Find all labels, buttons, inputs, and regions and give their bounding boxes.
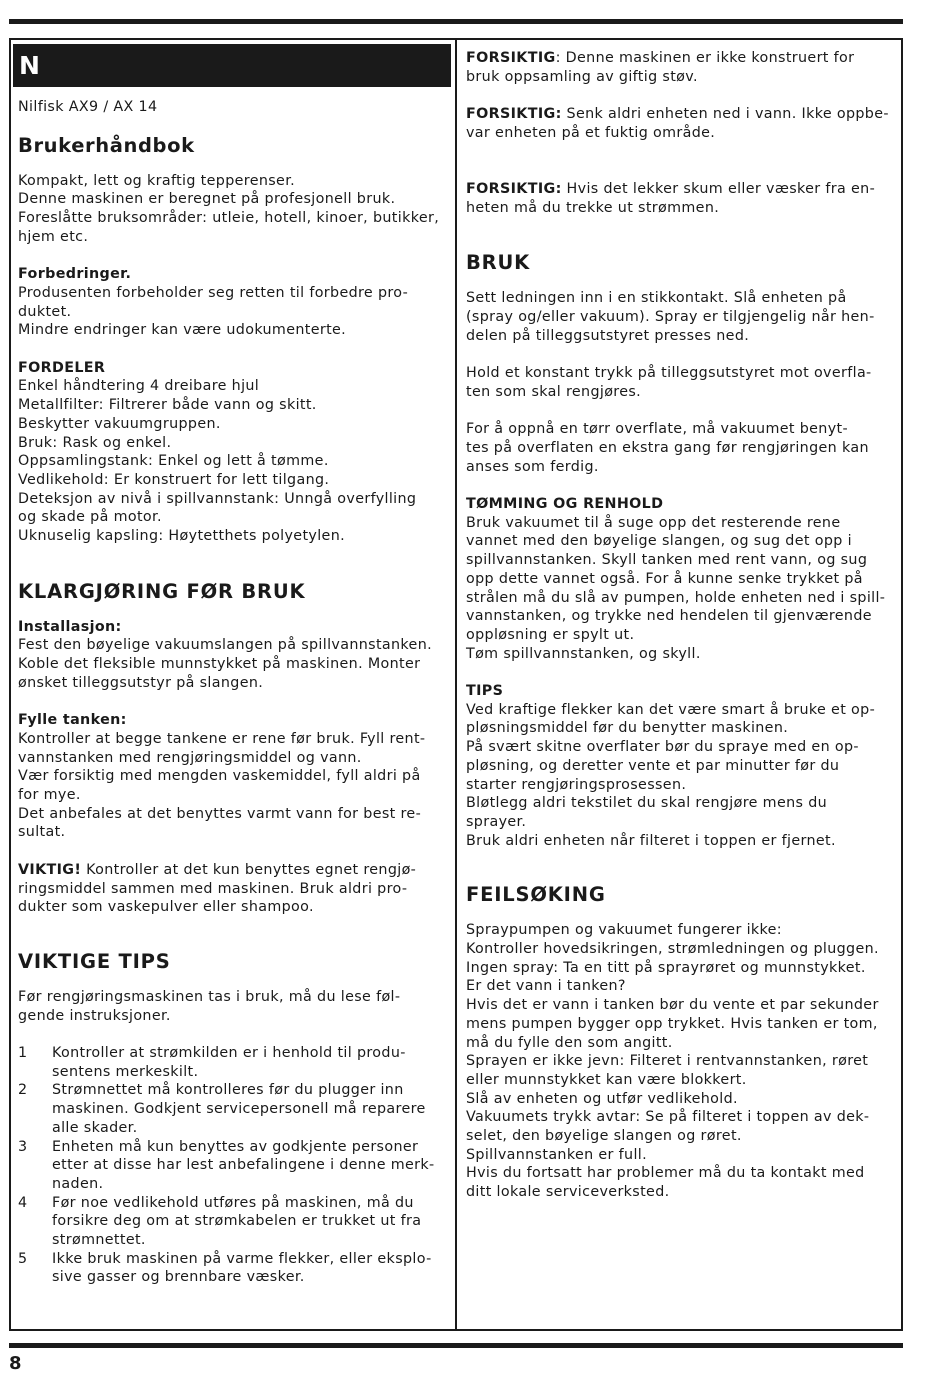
caution-3	[466, 180, 896, 217]
list-number: 2	[18, 1082, 28, 1099]
bottom-rule	[9, 1343, 903, 1348]
list-item	[18, 1044, 450, 1081]
list-number: 4	[18, 1194, 28, 1211]
list-number: 5	[18, 1250, 28, 1267]
use-paragraph-1: Sett ledningen inn i en stikkontakt. Slå enheten på (spray og/eller vakuum). Spray er tilgjengelig når hen- delen på tilleggsutstyret presses ned.	[466, 290, 875, 344]
use-paragraph-2: Hold et konstant trykk på tilleggsutstyret mot overfla- ten som skal rengjøres.	[466, 365, 872, 400]
fill-text: Kontroller at begge tankene er rene før bruk. Fyll rent- vannstanken med rengjøringsmiddel og vann. Vær forsiktig med mengden vaskemiddel, fyll aldri på for mye. Det anbefales at det benyttes varmt vann for best re- sultat.	[18, 730, 426, 841]
use-paragraph-3: For å oppnå en tørr overflate, må vakuumet benyt- tes på overflaten en ekstra gang før rengjøringen kan anses som ferdig.	[466, 421, 869, 475]
install-heading: Installasjon:	[18, 618, 122, 635]
install-text: Fest den bøyelige vakuumslangen på spillvannstanken. Koble det fleksible munnstykket på maskinen. Monter ønsket tilleggsutstyr på slangen.	[18, 637, 432, 691]
caution-2	[466, 105, 896, 142]
list-text: Strømnettet må kontrolleres før du plugger inn maskinen. Godkjent servicepersonell må reparere alle skader.	[52, 1082, 426, 1136]
tips-text: Ved kraftige flekker kan det være smart å bruke et op- pløsningsmiddel før du benytter maskinen. På svært skitne overflater bør du spraye med en op- pløsning, og deretter vente et par minutter før du starter rengjøringsprosessen. Bløtlegg aldri tekstilet du skal rengjøre mens du sprayer. Bruk aldri enheten når filteret i toppen er fjernet.	[466, 701, 876, 849]
important-text: Kontroller at det kun benyttes egnet rengjø- ringsmiddel sammen med maskinen. Bruk aldri pro- dukter som vaskepulver eller shampoo.	[18, 861, 417, 916]
manual-title: Brukerhåndbok	[18, 133, 195, 157]
caution-1	[466, 49, 896, 86]
tips-list	[18, 1044, 450, 1287]
tips-intro: Før rengjøringsmaskinen tas i bruk, må du lese føl- gende instruksjoner.	[18, 988, 401, 1024]
list-text: Enheten må kun benyttes av godkjente personer etter at disse har lest anbefalingene i denne merk- naden.	[52, 1138, 435, 1192]
emptying-heading: TØMMING OG RENHOLD	[466, 495, 664, 512]
caution-label: FORSIKTIG:	[466, 106, 562, 123]
list-text: Ikke bruk maskinen på varme flekker, eller eksplo- sive gasser og brennbare væsker.	[52, 1250, 432, 1286]
caution-label: FORSIKTIG	[466, 50, 556, 66]
left-column	[18, 98, 450, 1287]
important-note	[18, 861, 450, 917]
page-number: 8	[9, 1353, 22, 1374]
intro-text: Kompakt, lett og kraftig tepperenser. Denne maskinen er beregnet på profesjonell bruk. Foreslåtte bruksområder: utleie, hotell, kinoer, butikker, hjem etc.	[18, 172, 440, 245]
list-text: Kontroller at strømkilden er i henhold til produ- sentens merkeskilt.	[52, 1045, 406, 1080]
use-heading: BRUK	[466, 251, 531, 275]
advantages-text: Enkel håndtering 4 dreibare hjul Metallfilter: Filtrerer både vann og skitt. Beskytter vakuumgruppen. Bruk: Rask og enkel. Oppsamlingstank: Enkel og lett å tømme. Vedlikehold: Er konstruert for lett tilgang. Deteksjon av nivå i spillvannstank: Unngå overfylling og skade på motor. Uknuselig kapsling: Høytetthets polyetylen.	[18, 378, 417, 545]
right-column	[466, 49, 896, 1202]
improvements-text: Produsenten forbeholder seg retten til forbedre pro- duktet. Mindre endringer kan være udokumenterte.	[18, 284, 409, 339]
caution-text: Hvis det lekker skum eller væsker fra en- heten må du trekke ut strømmen.	[466, 180, 876, 216]
prep-heading: KLARGJØRING FØR BRUK	[18, 579, 306, 603]
list-item	[18, 1138, 450, 1194]
list-item	[18, 1194, 450, 1250]
model-name: Nilfisk AX9 / AX 14	[18, 99, 158, 115]
important-label: VIKTIG!	[18, 861, 82, 878]
improvements-heading: Forbedringer.	[18, 266, 132, 283]
advantages-heading: FORDELER	[18, 359, 106, 376]
list-number: 3	[18, 1138, 28, 1155]
list-item	[18, 1081, 450, 1137]
top-rule	[9, 19, 903, 24]
list-item	[18, 1250, 450, 1287]
list-number: 1	[18, 1045, 28, 1062]
emptying-text: Bruk vakuumet til å suge opp det resterende rene vannet med den bøyelige slangen, og sug det opp i spillvannstanken. Skyll tanken med rent vann, og sug opp dette vannet også. For å kunne senke trykket på strålen må du slå av pumpen, holde enheten ned i spill- vannstanken, og trykke ned hendelen til gjenværende oppløsning er spylt ut. Tøm spillvannstanken, og skyll.	[466, 514, 886, 662]
language-code-bar: N	[13, 44, 451, 87]
caution-text: : Denne maskinen er ikke konstruert for bruk oppsamling av giftig støv.	[466, 50, 855, 85]
troubleshooting-heading: FEILSØKING	[466, 883, 606, 907]
tips-heading: VIKTIGE TIPS	[18, 949, 171, 973]
column-divider	[455, 38, 457, 1331]
tips-heading-right: TIPS	[466, 683, 504, 699]
caution-text: Senk aldri enheten ned i vann. Ikke oppbe- var enheten på et fuktig område.	[466, 106, 889, 141]
list-text: Før noe vedlikehold utføres på maskinen, må du forsikre deg om at strømkabelen er trukket ut fra strømnettet.	[52, 1194, 422, 1249]
troubleshooting-text: Spraypumpen og vakuumet fungerer ikke: Kontroller hovedsikringen, strømledningen og pluggen. Ingen spray: Ta en titt på sprayrøret og munnstykket. Er det vann i tanken? Hvis det er vann i tanken bør du vente et par sekunder mens pumpen bygger opp trykket. Hvis tanken er tom, må du fylle den som angitt. Sprayen er ikke jevn: Filteret i rentvannstanken, røret eller munnstykket kan være blokkert. Slå av enheten og utfør vedlikehold. Vakuumets trykk avtar: Se på filteret i toppen av dek- selet, den bøyelige slangen og røret. Spillvannstanken er full. Hvis du fortsatt har problemer må du ta kontakt med ditt lokale serviceverksted.	[466, 922, 879, 1201]
fill-heading: Fylle tanken:	[18, 712, 127, 729]
caution-label: FORSIKTIG:	[466, 180, 562, 197]
